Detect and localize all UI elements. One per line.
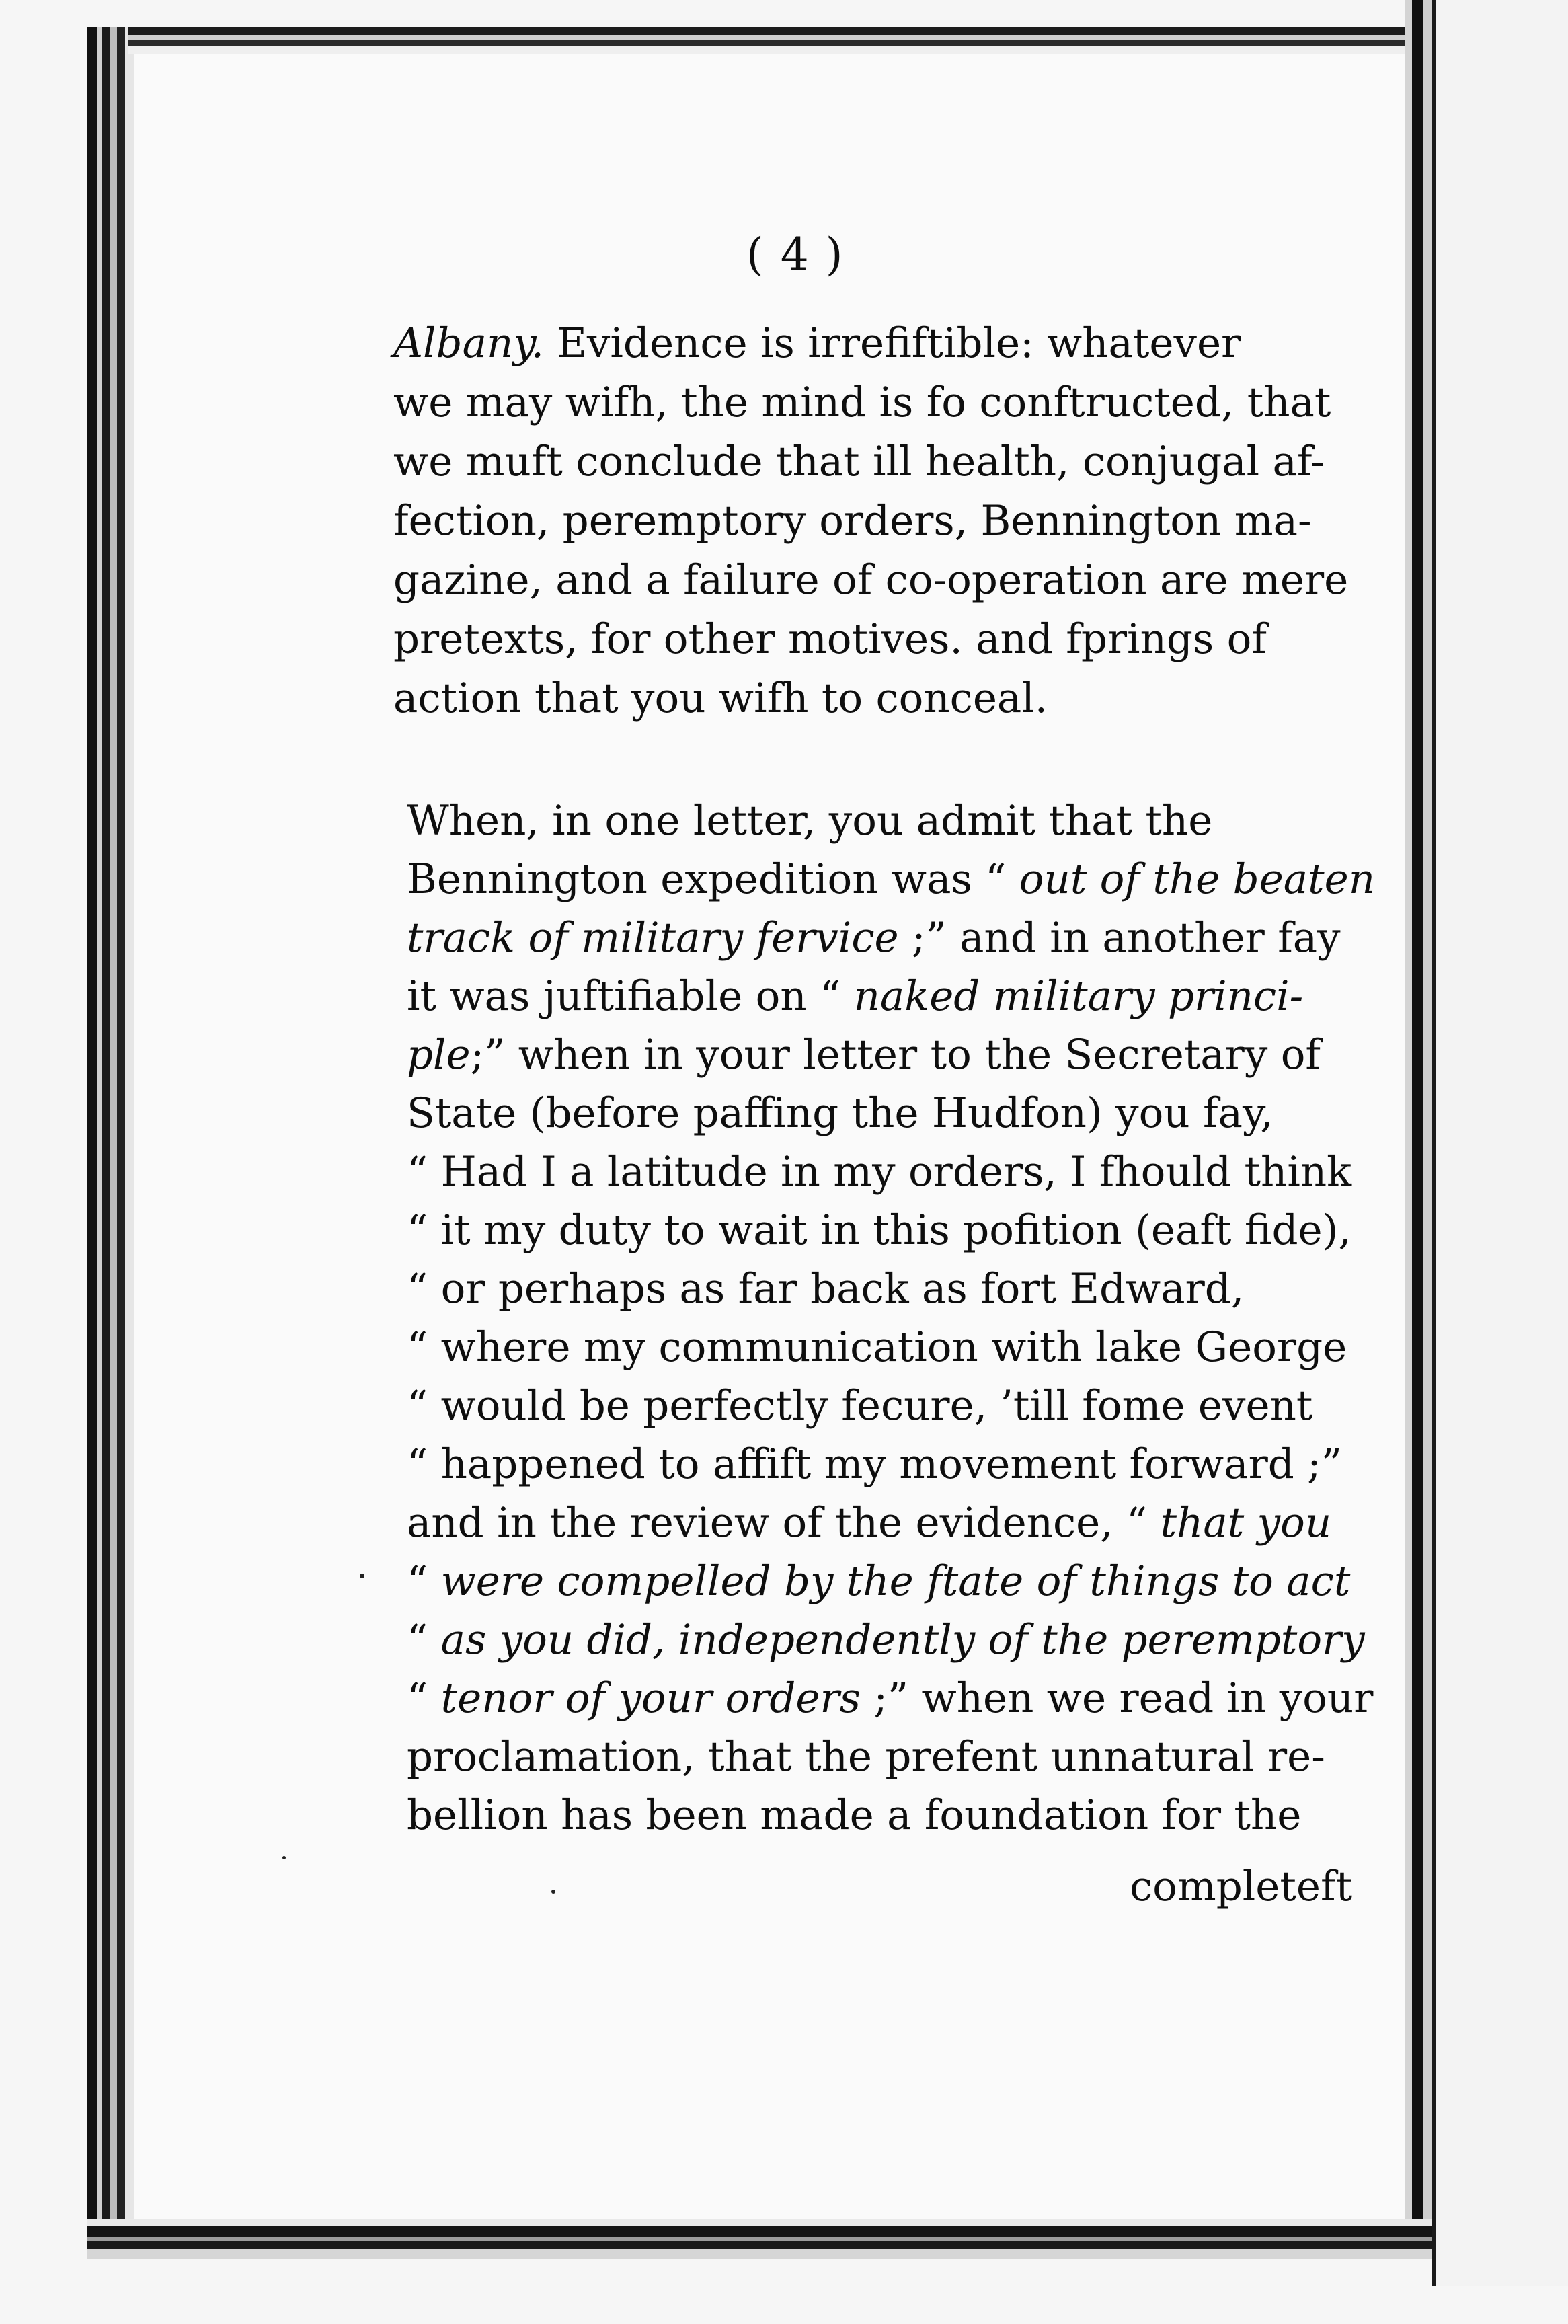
binding-top-edge [128,27,1419,54]
text-line [407,1265,1245,1313]
text-line [407,1031,1321,1079]
text-line [407,1323,1347,1371]
text-segment: “ [407,1616,441,1664]
text-segment: ;” when we read in your [860,1674,1374,1722]
page-number: ( 4 ) [746,229,845,280]
binding-right-edge [1405,0,1432,2259]
text-line [407,1616,1365,1664]
text-line [407,1382,1313,1430]
text-segment: Bennington expedition was “ [407,855,1019,903]
binding-left-edge [87,27,134,2246]
text-line [393,556,1349,604]
text-segment: When, in one letter, you admit that the [407,797,1213,845]
text-segment: Evidence is irrefiftible: whatever [544,319,1241,367]
text-segment: and in the review of the evidence, “ [407,1499,1161,1547]
text-line [393,615,1267,663]
text-segment: ;” and in another fay [898,914,1341,962]
text-line [393,319,1241,367]
text-segment: “ would be perfectly fecure, ’till fome event [407,1382,1313,1430]
italic-text: track of military fervice [407,914,899,962]
text-line [393,674,1048,722]
text-segment: we muft conclude that ill health, conjugal af- [393,438,1325,486]
text-segment: “ it my duty to wait in this pofition (eaft fide), [407,1206,1351,1254]
ink-speck [282,1856,286,1859]
italic-text: were compelled by the ftate of things to act [440,1557,1351,1605]
text-line [393,379,1331,426]
text-segment: proclamation, that the prefent unnatural re- [407,1733,1325,1781]
binding-bottom-edge [87,2219,1432,2259]
text-segment: “ Had I a latitude in my orders, I fhould think [407,1148,1352,1196]
text-line [407,1791,1302,1839]
italic-text: Albany. [393,319,545,367]
text-segment: ;” when in your letter to the Secretary of [470,1031,1321,1079]
italic-text: out of the beaten [1019,855,1376,903]
text-line [407,1557,1351,1605]
text-line [393,438,1325,486]
text-line [407,1089,1273,1137]
text-segment: “ happened to affift my movement forward ;” [407,1440,1342,1488]
text-segment: bellion has been made a foundation for the [407,1791,1302,1839]
ink-speck [551,1890,555,1894]
text-segment: gazine, and a failure of co-operation are mere [393,556,1349,604]
text-line [407,855,1376,903]
catchword: completeft [1130,1863,1353,1910]
text-segment: “ [407,1557,441,1605]
italic-text: ple [407,1031,471,1079]
text-line [393,497,1312,545]
italic-text: that you [1160,1499,1332,1547]
facing-page-edge [1432,0,1568,2286]
text-segment: we may wifh, the mind is fo conftructed, that [393,379,1331,426]
text-segment: State (before paffing the Hudfon) you fay, [407,1089,1273,1137]
text-segment: pretexts, for other motives. and fprings of [393,615,1267,663]
text-segment: “ where my communication with lake George [407,1323,1347,1371]
text-line [407,1440,1342,1488]
text-line [407,972,1304,1020]
text-segment: fection, peremptory orders, Bennington ma- [393,497,1312,545]
text-line [407,1499,1332,1547]
text-segment: it was juftifiable on “ [407,972,854,1020]
italic-text: tenor of your orders [440,1674,861,1722]
text-segment: action that you wifh to conceal. [393,674,1048,722]
text-line [407,914,1341,962]
text-line [407,1733,1325,1781]
text-line [407,1206,1351,1254]
ink-speck [360,1574,364,1578]
text-line [407,1674,1374,1722]
italic-text: as you did, independently of the peremptory [440,1616,1365,1664]
text-line [407,797,1213,845]
text-segment: “ or perhaps as far back as fort Edward, [407,1265,1245,1313]
text-segment: “ [407,1674,441,1722]
text-line [407,1148,1352,1196]
italic-text: naked military princi- [853,972,1304,1020]
